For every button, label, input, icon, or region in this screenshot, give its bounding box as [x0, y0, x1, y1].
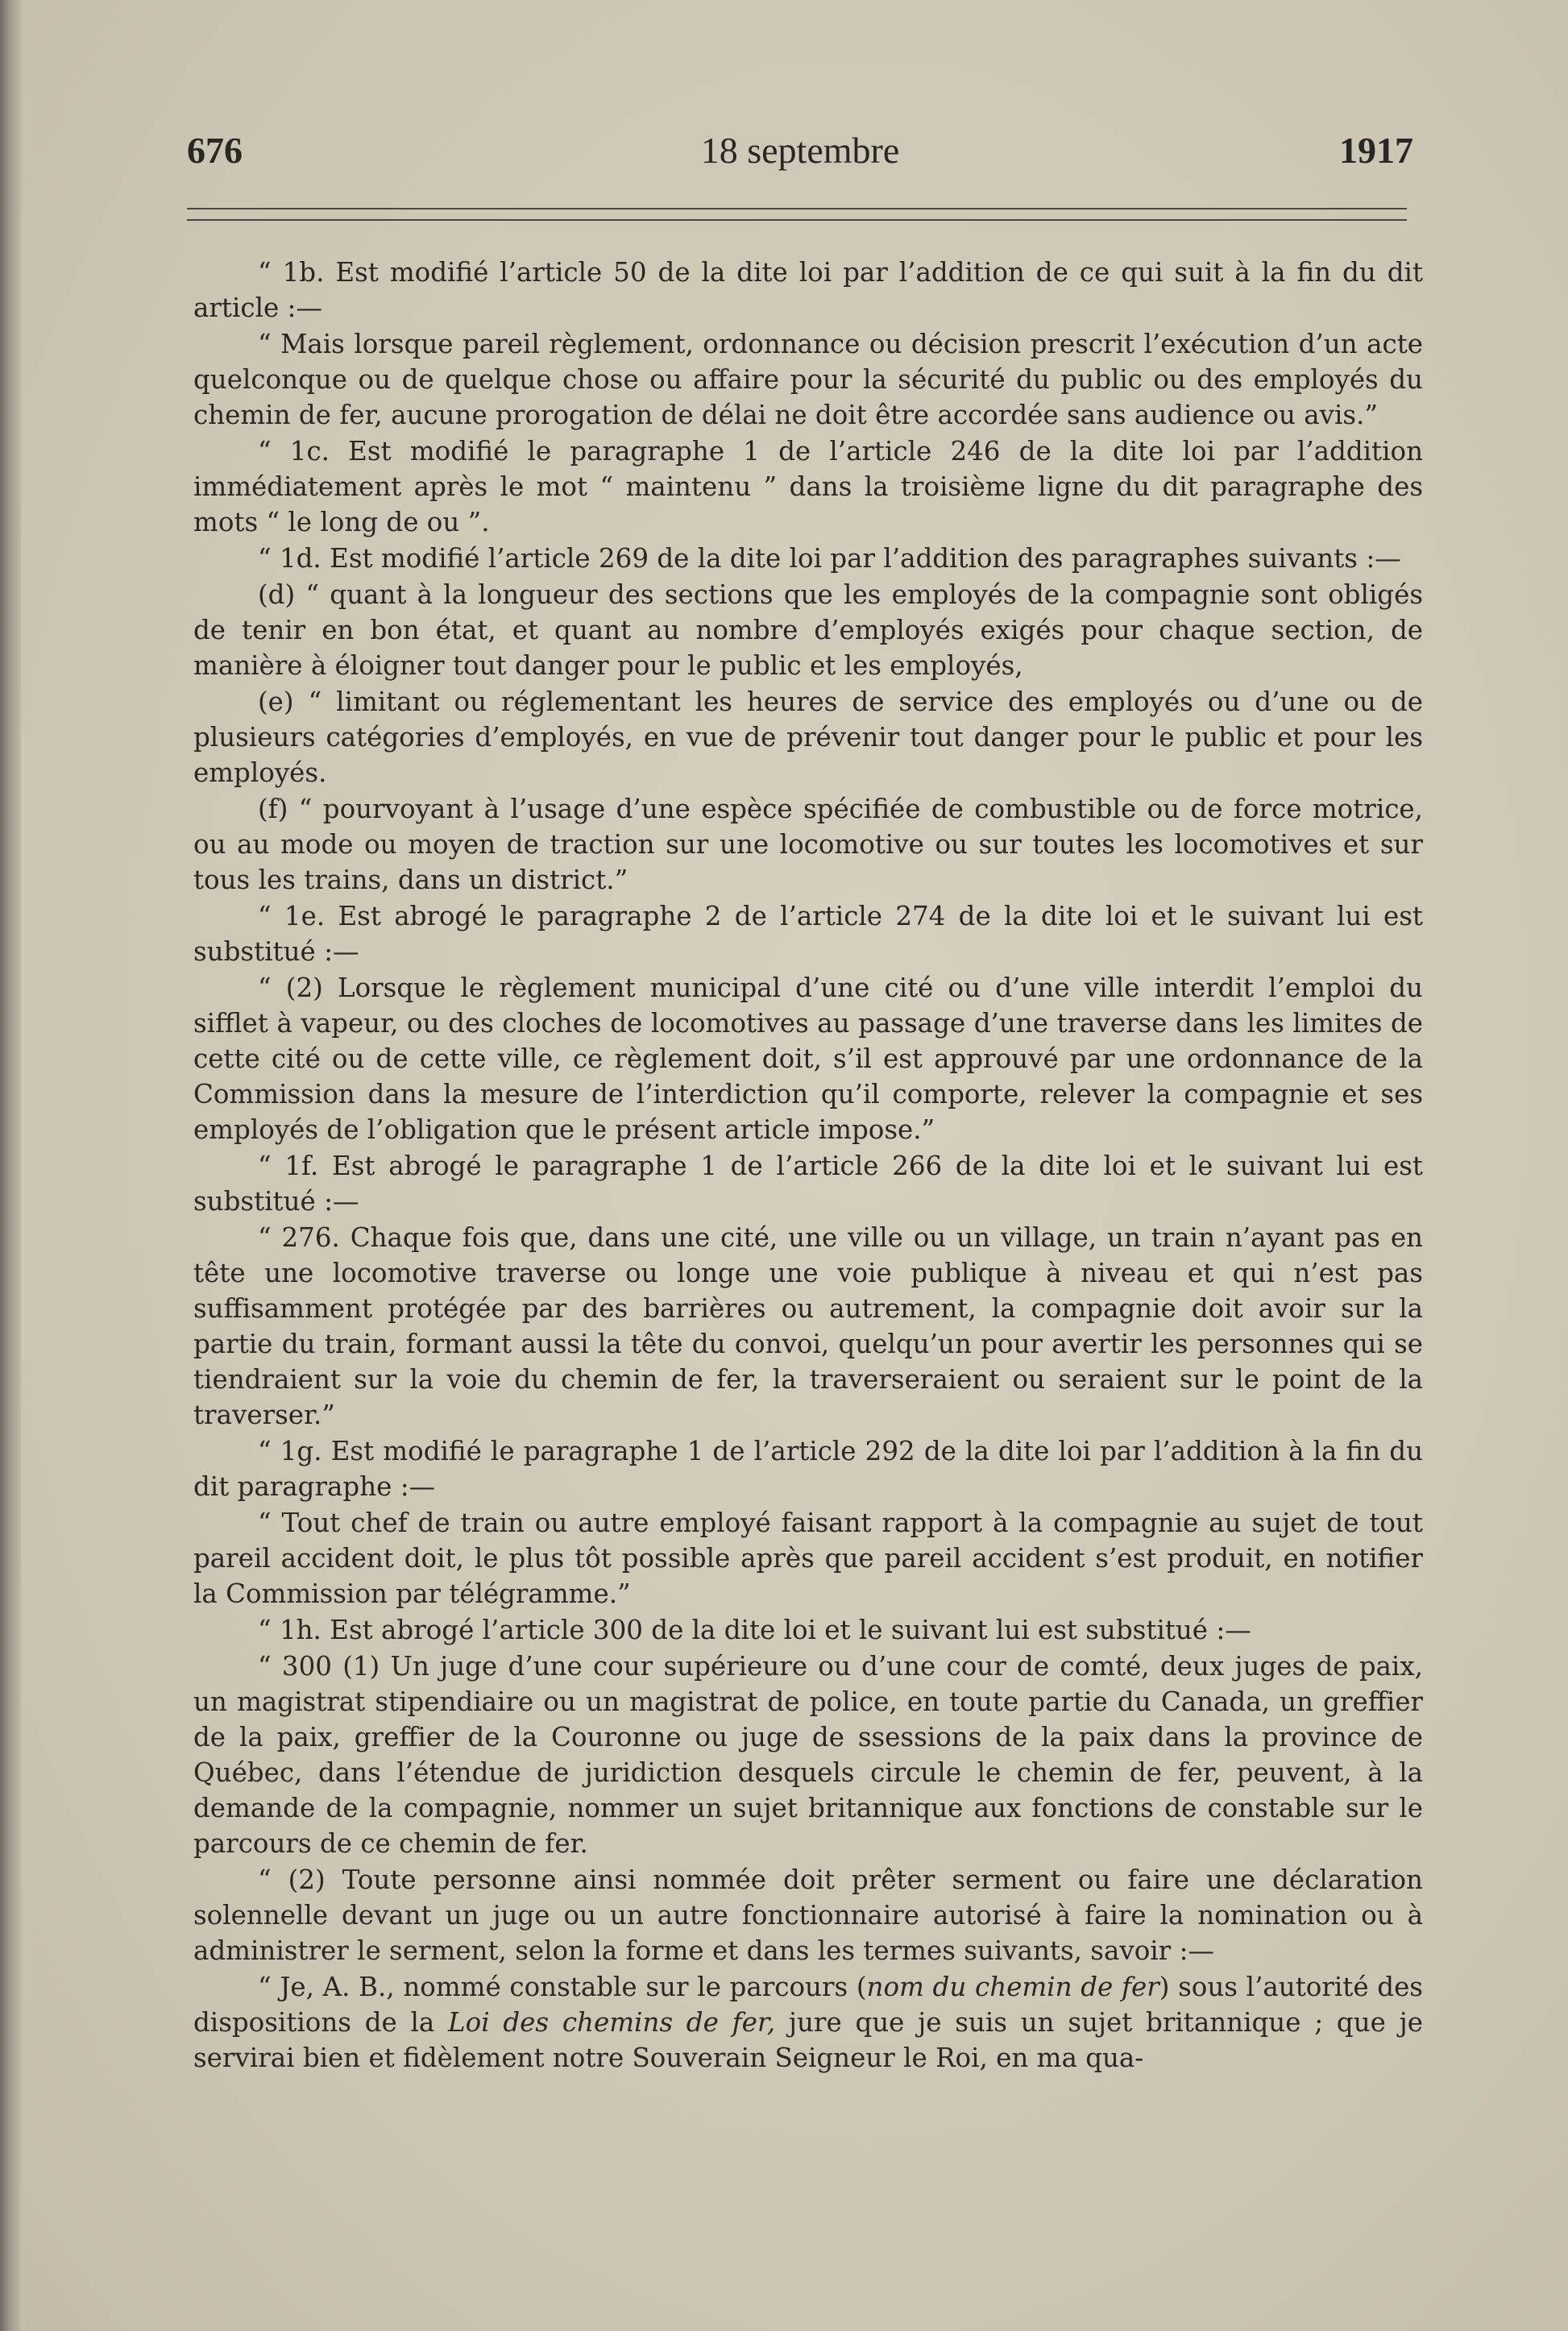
paragraph: “ 1f. Est abrogé le paragraphe 1 de l’article 266 de la dite loi et le suivant lui est substitué :— [193, 1151, 1423, 1217]
paragraph: “ (2) Toute personne ainsi nommée doit prêter serment ou faire une déclaration solennelle devant un juge ou un autre fonctionnaire autorisé à faire la nomination ou à administrer le serment, selon la forme et dans les termes suivants, savoir :— [193, 1864, 1423, 1966]
paragraph: “ 300 (1) Un juge d’une cour supérieure ou d’une cour de comté, deux juges de paix, un magistrat stipendiaire ou un magistrat de police, en toute partie du Canada, un greffier de la paix, greffier de la Couronne ou juge de ssessions de la paix dans la province de Québec, dans l’étendue de juridiction desquels circule le chemin de fer, peuvent, à la demande de la compagnie, nommer un sujet britannique aux fonctions de constable sur le parcours de ce chemin de fer. [193, 1651, 1423, 1859]
paragraph: “ 1e. Est abrogé le paragraphe 2 de l’article 274 de la dite loi et le suivant lui est substitué :— [193, 901, 1423, 967]
paragraph: “ Tout chef de train ou autre employé faisant rapport à la compagnie au sujet de tout pareil accident doit, le plus tôt possible après que pareil accident s’est produit, en notifier la Commission par télégramme.” [193, 1508, 1423, 1609]
oath-text-part: “ Je, A. B., nommé constable sur le parcours ( [258, 1972, 867, 2002]
paragraph: (f) “ pourvoyant à l’usage d’une espèce spécifiée de combustible ou de force motrice, ou au mode ou moyen de traction sur une locomotive ou sur toutes les locomotives et sur tous les trains, dans un district.” [193, 794, 1423, 895]
oath-paragraph [193, 1969, 1423, 2076]
page-header [187, 129, 1413, 185]
paragraph: “ Mais lorsque pareil règlement, ordonnance ou décision prescrit l’exécution d’un acte quelconque ou de quelque chose ou affaire pour la sécurité du public ou des employés du chemin de fer, aucune prorogation de délai ne doit être accordée sans audience ou avis.” [193, 329, 1423, 430]
page-number: 676 [187, 130, 243, 171]
oath-text-part: jure que je suis un sujet britannique ; que je servirai bien et fidèlement notre Souverain Seigneur le Roi, en ma qua- [193, 2007, 1423, 2073]
paragraph: “ 1c. Est modifié le paragraphe 1 de l’article 246 de la dite loi par l’addition immédiatement après le mot “ maintenu ” dans la troisième ligne du dit paragraphe des mots “ le long de ou ”. [193, 436, 1423, 537]
paragraph: (d) “ quant à la longueur des sections que les employés de la compagnie sont obligés de tenir en bon état, et quant au nombre d’employés exigés pour chaque section, de manière à éloigner tout danger pour le public et les employés, [193, 579, 1423, 681]
oath-italic-act-title: Loi des chemins de fer, [448, 2007, 776, 2038]
paragraph: “ (2) Lorsque le règlement municipal d’une cité ou d’une ville interdit l’emploi du sifflet à vapeur, ou des cloches de locomotives au passage d’une traverse dans les limites de cette cité ou de cette ville, ce règlement doit, s’il est approuvé par une ordonnance de la Commission dans la mesure de l’interdiction qu’il comporte, relever la compagnie et ses employés de l’obligation que le présent article impose.” [193, 973, 1423, 1145]
paragraph: “ 1h. Est abrogé l’article 300 de la dite loi et le suivant lui est substitué :— [258, 1615, 1251, 1645]
paragraph: “ 1g. Est modifié le paragraphe 1 de l’article 292 de la dite loi par l’addition à la fin du dit paragraphe :— [193, 1436, 1423, 1502]
book-binding-edge [0, 0, 21, 2331]
header-year: 1917 [1339, 130, 1413, 171]
oath-text-part: ) sous l’autorité des dispositions de la [193, 1972, 1423, 2038]
header-double-rule [187, 208, 1407, 221]
header-date: 18 septembre [700, 130, 900, 171]
paragraph: “ 1b. Est modifié l’article 50 de la dite loi par l’addition de ce qui suit à la fin du dit article :— [193, 257, 1423, 323]
body-text [193, 255, 1423, 2188]
paragraph: “ 276. Chaque fois que, dans une cité, une ville ou un village, un train n’ayant pas en tête une locomotive traverse ou longe une voie publique à niveau et qui n’est pas suffisamment protégée par des barrières ou autrement, la compagnie doit avoir sur la partie du train, formant aussi la tête du convoi, quelqu’un pour avertir les personnes qui se tiendraient sur la voie du chemin de fer, la traverseraient ou seraient sur le point de la traverser.” [193, 1222, 1423, 1430]
paragraph: “ 1d. Est modifié l’article 269 de la dite loi par l’addition des paragraphes suivants :— [258, 543, 1401, 574]
oath-italic-railway-name: nom du chemin de fer [866, 1972, 1159, 2002]
paragraph: (e) “ limitant ou réglementant les heures de service des employés ou d’une ou de plusieurs catégories d’employés, en vue de prévenir tout danger pour le public et pour les employés. [193, 686, 1423, 788]
